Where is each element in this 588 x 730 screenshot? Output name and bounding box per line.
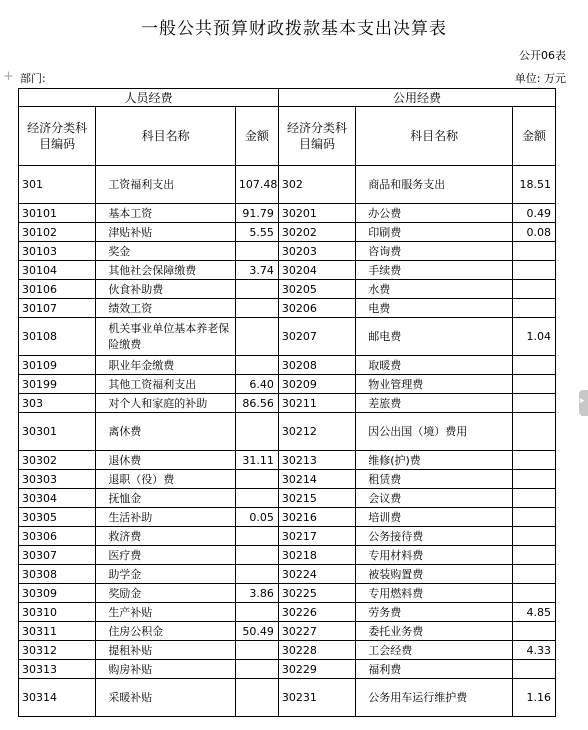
table-row	[19, 451, 556, 470]
table-row	[19, 166, 556, 204]
left-name-cell: 救济费	[96, 527, 236, 546]
table-row	[19, 470, 556, 489]
page-title: 一般公共预算财政拨款基本支出决算表	[141, 19, 447, 39]
left-code-cell: 30301	[19, 413, 96, 451]
left-code-cell: 30199	[19, 375, 96, 394]
right-amount-cell	[512, 565, 555, 584]
right-code-cell: 30204	[278, 261, 355, 280]
left-amount-cell	[235, 299, 278, 318]
right-code-cell: 30229	[278, 660, 355, 679]
left-code-cell: 30309	[19, 584, 96, 603]
right-code-cell: 30202	[278, 223, 355, 242]
left-amount-cell	[235, 413, 278, 451]
right-amount-cell	[512, 451, 555, 470]
right-code-cell: 30224	[278, 565, 355, 584]
left-name-cell: 奖金	[96, 242, 236, 261]
right-name-cell: 公务接待费	[356, 527, 513, 546]
right-name-cell: 办公费	[356, 204, 513, 223]
table-row	[19, 489, 556, 508]
table-row	[19, 641, 556, 660]
right-amount-cell	[512, 470, 555, 489]
left-amount-cell	[235, 489, 278, 508]
left-name-cell: 生产补贴	[96, 603, 236, 622]
right-code-cell: 30226	[278, 603, 355, 622]
left-code-cell: 30104	[19, 261, 96, 280]
table-row	[19, 679, 556, 717]
left-code-header: 经济分类科目编码	[19, 107, 96, 166]
table-row	[19, 622, 556, 641]
table-row	[19, 223, 556, 242]
left-code-cell: 30306	[19, 527, 96, 546]
left-name-cell: 退休费	[96, 451, 236, 470]
right-code-cell: 30215	[278, 489, 355, 508]
table-row	[19, 394, 556, 413]
right-name-cell: 福利费	[356, 660, 513, 679]
left-amount-cell: 50.49	[235, 622, 278, 641]
right-name-cell: 电费	[356, 299, 513, 318]
left-name-cell: 对个人和家庭的补助	[96, 394, 236, 413]
left-code-cell: 30310	[19, 603, 96, 622]
right-name-cell: 维修(护)费	[356, 451, 513, 470]
table-row	[19, 565, 556, 584]
right-code-cell: 30216	[278, 508, 355, 527]
expenditure-table	[18, 88, 556, 717]
right-name-cell: 会议费	[356, 489, 513, 508]
right-amount-cell	[512, 356, 555, 375]
add-icon[interactable]: +	[3, 69, 14, 84]
left-name-cell: 助学金	[96, 565, 236, 584]
right-name-cell: 因公出国（境）费用	[356, 413, 513, 451]
left-amount-cell	[235, 242, 278, 261]
left-name-cell: 购房补贴	[96, 660, 236, 679]
left-amount-cell: 6.40	[235, 375, 278, 394]
right-amount-cell	[512, 261, 555, 280]
left-name-header: 科目名称	[96, 107, 236, 166]
right-name-cell: 邮电费	[356, 318, 513, 356]
left-amount-cell	[235, 527, 278, 546]
left-amount-cell	[235, 660, 278, 679]
right-name-cell: 劳务费	[356, 603, 513, 622]
left-code-cell: 30303	[19, 470, 96, 489]
left-name-cell: 机关事业单位基本养老保险缴费	[96, 318, 236, 356]
left-code-cell: 30308	[19, 565, 96, 584]
right-amount-cell	[512, 299, 555, 318]
left-code-cell: 30108	[19, 318, 96, 356]
left-code-cell: 30102	[19, 223, 96, 242]
right-code-cell: 30212	[278, 413, 355, 451]
left-name-cell: 伙食补助费	[96, 280, 236, 299]
right-code-cell: 30217	[278, 527, 355, 546]
right-amount-cell	[512, 394, 555, 413]
right-name-cell: 被装购置费	[356, 565, 513, 584]
right-amount-cell	[512, 489, 555, 508]
right-amount-cell	[512, 622, 555, 641]
table-row	[19, 660, 556, 679]
left-code-cell: 30107	[19, 299, 96, 318]
right-code-cell: 30207	[278, 318, 355, 356]
right-code-cell: 30231	[278, 679, 355, 717]
left-code-cell: 30103	[19, 242, 96, 261]
left-name-cell: 职业年金缴费	[96, 356, 236, 375]
public-group-header: 公用经费	[278, 89, 555, 107]
left-code-cell: 30304	[19, 489, 96, 508]
left-code-cell: 30305	[19, 508, 96, 527]
right-code-cell: 302	[278, 166, 355, 204]
left-name-cell: 住房公积金	[96, 622, 236, 641]
left-code-cell: 30313	[19, 660, 96, 679]
left-amount-cell	[235, 546, 278, 565]
right-name-cell: 印刷费	[356, 223, 513, 242]
chevron-right-icon: ▸	[580, 396, 585, 406]
table-row	[19, 508, 556, 527]
right-name-cell: 租赁费	[356, 470, 513, 489]
left-amount-cell	[235, 565, 278, 584]
left-amount-cell	[235, 641, 278, 660]
left-amount-cell	[235, 470, 278, 489]
table-row	[19, 204, 556, 223]
unit-label: 单位: 万元	[514, 72, 566, 85]
right-code-cell: 30203	[278, 242, 355, 261]
right-amount-cell: 1.16	[512, 679, 555, 717]
table-row	[19, 527, 556, 546]
left-amount-cell	[235, 280, 278, 299]
left-name-cell: 抚恤金	[96, 489, 236, 508]
table-row	[19, 299, 556, 318]
right-name-cell: 手续费	[356, 261, 513, 280]
left-amount-cell: 0.05	[235, 508, 278, 527]
table-row	[19, 356, 556, 375]
right-name-cell: 公务用车运行维护费	[356, 679, 513, 717]
left-name-cell: 退职（役）费	[96, 470, 236, 489]
right-name-cell: 专用燃料费	[356, 584, 513, 603]
right-amount-cell	[512, 584, 555, 603]
table-row	[19, 375, 556, 394]
left-name-cell: 奖励金	[96, 584, 236, 603]
left-code-cell: 30101	[19, 204, 96, 223]
right-code-cell: 30209	[278, 375, 355, 394]
right-name-cell: 物业管理费	[356, 375, 513, 394]
table-row	[19, 584, 556, 603]
left-amount-cell: 3.86	[235, 584, 278, 603]
right-amount-cell	[512, 546, 555, 565]
left-name-cell: 医疗费	[96, 546, 236, 565]
right-code-cell: 30213	[278, 451, 355, 470]
left-name-cell: 津贴补贴	[96, 223, 236, 242]
left-code-cell: 30312	[19, 641, 96, 660]
right-code-cell: 30225	[278, 584, 355, 603]
right-amount-cell	[512, 413, 555, 451]
left-name-cell: 其他工资福利支出	[96, 375, 236, 394]
department-label: 部门:	[20, 72, 46, 85]
right-amount-cell	[512, 660, 555, 679]
right-amount-cell: 0.49	[512, 204, 555, 223]
left-amount-header: 金额	[235, 107, 278, 166]
right-amount-cell	[512, 280, 555, 299]
right-code-cell: 30214	[278, 470, 355, 489]
table-row	[19, 546, 556, 565]
right-amount-cell: 18.51	[512, 166, 555, 204]
left-amount-cell	[235, 603, 278, 622]
table-row	[19, 413, 556, 451]
form-code: 公开06表	[519, 49, 566, 62]
right-code-cell: 30227	[278, 622, 355, 641]
left-code-cell: 301	[19, 166, 96, 204]
side-collapse-tab[interactable]	[579, 390, 588, 416]
right-code-header: 经济分类科目编码	[278, 107, 355, 166]
left-amount-cell: 3.74	[235, 261, 278, 280]
right-amount-cell	[512, 527, 555, 546]
left-amount-cell: 91.79	[235, 204, 278, 223]
left-code-cell: 30311	[19, 622, 96, 641]
personnel-group-header: 人员经费	[19, 89, 279, 107]
right-name-cell: 专用材料费	[356, 546, 513, 565]
left-name-cell: 绩效工资	[96, 299, 236, 318]
right-name-header: 科目名称	[356, 107, 513, 166]
right-amount-cell	[512, 242, 555, 261]
table-row	[19, 242, 556, 261]
left-amount-cell: 107.48	[235, 166, 278, 204]
left-code-cell: 30106	[19, 280, 96, 299]
left-code-cell: 30302	[19, 451, 96, 470]
left-amount-cell	[235, 318, 278, 356]
table-row	[19, 261, 556, 280]
right-name-cell: 取暖费	[356, 356, 513, 375]
left-name-cell: 提租补贴	[96, 641, 236, 660]
left-amount-cell	[235, 679, 278, 717]
table-row	[19, 603, 556, 622]
right-code-cell: 30211	[278, 394, 355, 413]
right-code-cell: 30218	[278, 546, 355, 565]
left-amount-cell: 31.11	[235, 451, 278, 470]
left-amount-cell: 5.55	[235, 223, 278, 242]
right-amount-cell	[512, 375, 555, 394]
right-name-cell: 水费	[356, 280, 513, 299]
right-amount-cell: 4.85	[512, 603, 555, 622]
right-name-cell: 培训费	[356, 508, 513, 527]
right-code-cell: 30205	[278, 280, 355, 299]
left-code-cell: 30307	[19, 546, 96, 565]
right-code-cell: 30206	[278, 299, 355, 318]
right-name-cell: 工会经费	[356, 641, 513, 660]
right-code-cell: 30201	[278, 204, 355, 223]
right-amount-cell	[512, 508, 555, 527]
right-name-cell: 商品和服务支出	[356, 166, 513, 204]
right-name-cell: 咨询费	[356, 242, 513, 261]
left-amount-cell: 86.56	[235, 394, 278, 413]
left-name-cell: 其他社会保障缴费	[96, 261, 236, 280]
right-amount-header: 金额	[512, 107, 555, 166]
right-name-cell: 委托业务费	[356, 622, 513, 641]
right-amount-cell: 0.08	[512, 223, 555, 242]
left-code-cell: 30109	[19, 356, 96, 375]
left-name-cell: 生活补助	[96, 508, 236, 527]
left-name-cell: 离休费	[96, 413, 236, 451]
right-amount-cell: 4.33	[512, 641, 555, 660]
left-name-cell: 工资福利支出	[96, 166, 236, 204]
left-amount-cell	[235, 356, 278, 375]
right-name-cell: 差旅费	[356, 394, 513, 413]
table-row	[19, 318, 556, 356]
left-code-cell: 30314	[19, 679, 96, 717]
left-name-cell: 采暖补贴	[96, 679, 236, 717]
right-code-cell: 30228	[278, 641, 355, 660]
table-row	[19, 280, 556, 299]
left-name-cell: 基本工资	[96, 204, 236, 223]
right-code-cell: 30208	[278, 356, 355, 375]
left-code-cell: 303	[19, 394, 96, 413]
right-amount-cell: 1.04	[512, 318, 555, 356]
